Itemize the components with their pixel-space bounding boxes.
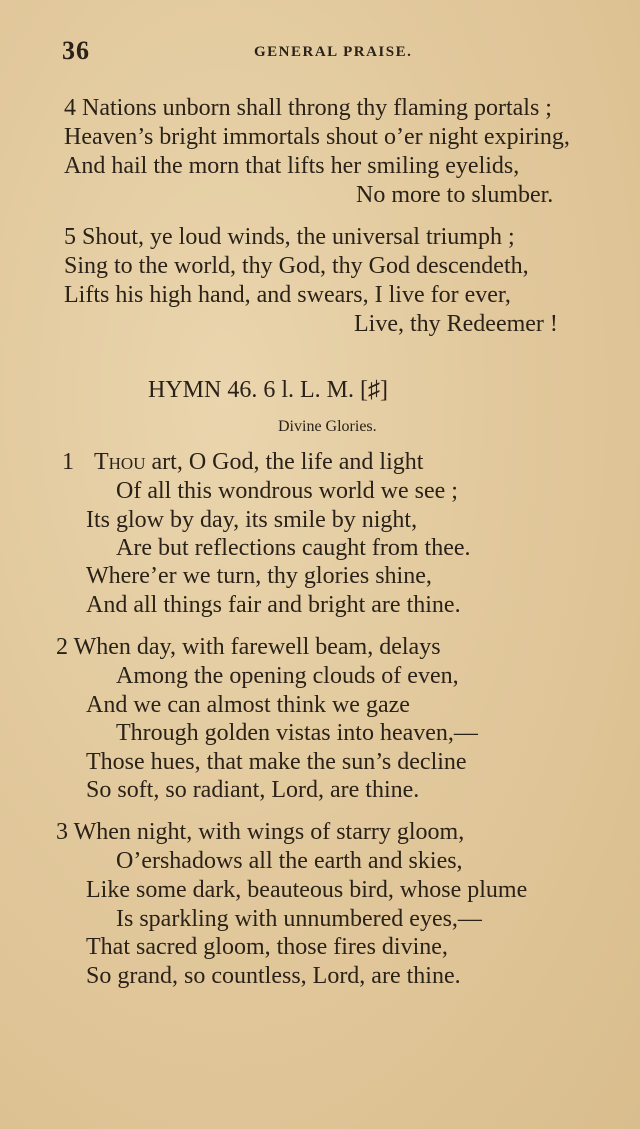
stanza5-line3: Lifts his high hand, and swears, I live for ever, [64, 282, 511, 308]
hymn46-stanza1-line5: Where’er we turn, thy glories shine, [86, 563, 432, 589]
stanza5-line1: 5 Shout, ye loud winds, the universal triumph ; [64, 224, 515, 250]
hymn46-stanza1-line4: Are but reflections caught from thee. [116, 535, 471, 561]
hymn46-stanza3-line3: Like some dark, beauteous bird, whose plume [86, 877, 528, 903]
stanza4-line3: And hail the morn that lifts her smiling eyelids, [64, 153, 520, 179]
hymn46-stanza1-line1 [62, 448, 423, 476]
page-header [62, 36, 452, 68]
first-line-text: art, O God, the life and light [145, 449, 424, 475]
hymn46-stanza2-line3: And we can almost think we gaze [86, 692, 410, 718]
running-head: GENERAL PRAISE. [254, 44, 413, 60]
hymn46-stanza2-line5: Those hues, that make the sun’s decline [86, 749, 467, 775]
hymn-title: HYMN 46. 6 l. L. M. [♯] [148, 377, 388, 403]
hymn46-stanza2-line2: Among the opening clouds of even, [116, 663, 459, 689]
hymn46-stanza2-line1: 2 When day, with farewell beam, delays [56, 634, 441, 660]
stanza4-line2: Heaven’s bright immortals shout o’er night expiring, [64, 124, 570, 150]
hymn46-stanza2-line4: Through golden vistas into heaven,— [116, 720, 478, 746]
stanza5-line2: Sing to the world, thy God, thy God descendeth, [64, 253, 529, 279]
stanza4-line1: 4 Nations unborn shall throng thy flaming portals ; [64, 95, 552, 121]
hymn46-stanza1-line6: And all things fair and bright are thine. [86, 592, 461, 618]
hymn-subtitle: Divine Glories. [278, 418, 377, 435]
hymn46-stanza3-line2: O’ershadows all the earth and skies, [116, 848, 463, 874]
page-number: 36 [62, 36, 90, 65]
hymn46-stanza1-line3: Its glow by day, its smile by night, [86, 507, 418, 533]
hymn46-stanza2-line6: So soft, so radiant, Lord, are thine. [86, 777, 420, 803]
hymn46-stanza1-line2: Of all this wondrous world we see ; [116, 478, 458, 504]
hymn46-stanza3-line6: So grand, so countless, Lord, are thine. [86, 963, 461, 989]
hymn46-stanza3-line5: That sacred gloom, those fires divine, [86, 934, 448, 960]
stanza4-line4: No more to slumber. [356, 182, 554, 208]
stanza5-line4: Live, thy Redeemer ! [354, 311, 558, 337]
hymn46-stanza3-line4: Is sparkling with unnumbered eyes,— [116, 906, 482, 932]
stanza-number: 1 [62, 449, 74, 475]
first-word: Thou [94, 449, 146, 475]
hymn46-stanza3-line1: 3 When night, with wings of starry gloom, [56, 819, 465, 845]
